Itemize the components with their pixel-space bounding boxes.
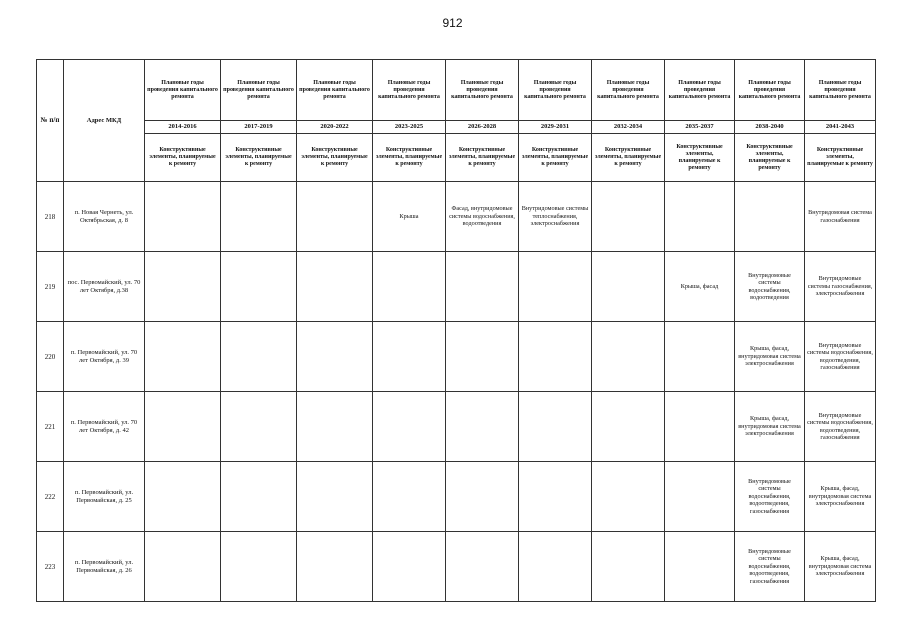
row-number: 221 — [37, 392, 64, 462]
repair-elements-cell — [735, 182, 805, 252]
period-elements-header-2032-2034: Конструктивные элементы, планируемые к ремонту — [592, 134, 665, 182]
period-years-2020-2022: 2020-2022 — [297, 121, 373, 134]
period-title-2017-2019: Плановые годы проведения капитального ремонта — [221, 60, 297, 121]
period-elements-header-2020-2022: Конструктивные элементы, планируемые к ремонту — [297, 134, 373, 182]
row-number: 220 — [37, 322, 64, 392]
period-title-2026-2028: Плановые годы проведения капитального ремонта — [446, 60, 519, 121]
period-elements-header-2035-2037: Конструктивные элементы, планируемые к ремонту — [665, 134, 735, 182]
repair-elements-cell — [221, 532, 297, 602]
repair-elements-cell: Крыша, фасад, внутридомовая система электроснабжения — [805, 532, 876, 602]
repair-elements-cell — [446, 322, 519, 392]
period-title-2014-2016: Плановые годы проведения капитального ремонта — [145, 60, 221, 121]
row-address: пос. Первомайский, ул. 70 лет Октября, д.38 — [64, 252, 145, 322]
repair-elements-cell: Крыша, фасад, внутридомовая система электроснабжения — [805, 462, 876, 532]
header-address: Адрес МКД — [64, 60, 145, 182]
table-row — [37, 532, 876, 602]
period-years-2023-2025: 2023-2025 — [373, 121, 446, 134]
table-row — [37, 252, 876, 322]
period-title-2032-2034: Плановые годы проведения капитального ремонта — [592, 60, 665, 121]
repair-elements-cell — [145, 462, 221, 532]
period-elements-header-2023-2025: Конструктивные элементы, планируемые к ремонту — [373, 134, 446, 182]
repair-elements-cell — [373, 322, 446, 392]
period-title-2023-2025: Плановые годы проведения капитального ремонта — [373, 60, 446, 121]
row-number: 222 — [37, 462, 64, 532]
repair-elements-cell — [297, 462, 373, 532]
header-num: № п/п — [37, 60, 64, 182]
period-years-2029-2031: 2029-2031 — [519, 121, 592, 134]
repair-elements-cell — [221, 462, 297, 532]
repair-elements-cell — [592, 462, 665, 532]
repair-elements-cell — [373, 252, 446, 322]
repair-elements-cell — [221, 322, 297, 392]
row-address: п. Новая Чернеть, ул. Октябрьская, д. 8 — [64, 182, 145, 252]
period-title-2041-2043: Плановые годы проведения капитального ремонта — [805, 60, 876, 121]
repair-elements-cell — [145, 252, 221, 322]
repair-elements-cell: Внутридомовые системы газоснабжения, электроснабжения — [805, 252, 876, 322]
repair-elements-cell — [665, 392, 735, 462]
repair-elements-cell — [297, 322, 373, 392]
period-years-2038-2040: 2038-2040 — [735, 121, 805, 134]
period-years-2026-2028: 2026-2028 — [446, 121, 519, 134]
repair-elements-cell: Внутридомовые системы водоснабжения, водоотведения, газоснабжения — [805, 392, 876, 462]
repair-elements-cell — [221, 392, 297, 462]
repair-elements-cell: Внутридомовые системы теплоснабжения, электроснабжения — [519, 182, 592, 252]
period-elements-header-2014-2016: Конструктивные элементы, планируемые к ремонту — [145, 134, 221, 182]
row-address: п. Первомайский, ул. 70 лет Октября, д. 42 — [64, 392, 145, 462]
period-title-2029-2031: Плановые годы проведения капитального ремонта — [519, 60, 592, 121]
repair-elements-cell: Внутридомовые системы водоснабжения, водоотведения, газоснабжения — [805, 322, 876, 392]
table-row — [37, 182, 876, 252]
period-years-2035-2037: 2035-2037 — [665, 121, 735, 134]
repair-elements-cell — [446, 532, 519, 602]
repair-elements-cell — [373, 532, 446, 602]
repair-elements-cell — [446, 252, 519, 322]
repair-elements-cell: Внутридомовая система газоснабжения — [805, 182, 876, 252]
row-number: 218 — [37, 182, 64, 252]
repair-elements-cell — [446, 462, 519, 532]
repair-elements-cell — [145, 322, 221, 392]
period-elements-header-2041-2043: Конструктивные элементы, планируемые к ремонту — [805, 134, 876, 182]
repair-elements-cell — [665, 182, 735, 252]
row-address: п. Первомайский, ул. 70 лет Октября, д. 39 — [64, 322, 145, 392]
repair-elements-cell — [297, 252, 373, 322]
repair-elements-cell — [297, 182, 373, 252]
repair-elements-cell — [221, 252, 297, 322]
table-row — [37, 462, 876, 532]
repair-elements-cell — [519, 532, 592, 602]
repair-elements-cell — [592, 252, 665, 322]
period-elements-header-2026-2028: Конструктивные элементы, планируемые к ремонту — [446, 134, 519, 182]
repair-schedule-table — [36, 59, 876, 602]
repair-elements-cell — [592, 182, 665, 252]
repair-elements-cell — [592, 532, 665, 602]
repair-elements-cell: Внутридомовые системы водоснабжения, водоотведения — [735, 252, 805, 322]
table-row — [37, 322, 876, 392]
period-title-2020-2022: Плановые годы проведения капитального ремонта — [297, 60, 373, 121]
repair-elements-cell — [519, 392, 592, 462]
repair-elements-cell: Внутридомовые системы водоснабжения, водоотведения, газоснабжения — [735, 532, 805, 602]
repair-elements-cell — [297, 392, 373, 462]
repair-elements-cell — [373, 462, 446, 532]
repair-elements-cell — [145, 392, 221, 462]
repair-elements-cell — [519, 462, 592, 532]
period-years-2041-2043: 2041-2043 — [805, 121, 876, 134]
row-number: 219 — [37, 252, 64, 322]
period-elements-header-2038-2040: Конструктивные элементы, планируемые к ремонту — [735, 134, 805, 182]
repair-elements-cell — [665, 532, 735, 602]
repair-elements-cell: Крыша, фасад — [665, 252, 735, 322]
row-address: п. Первомайский, ул. Первомайская, д. 25 — [64, 462, 145, 532]
page-number: 912 — [442, 16, 463, 30]
repair-elements-cell: Крыша, фасад, внутридомовая система электроснабжения — [735, 392, 805, 462]
period-title-2035-2037: Плановые годы проведения капитального ремонта — [665, 60, 735, 121]
row-number: 223 — [37, 532, 64, 602]
period-years-2017-2019: 2017-2019 — [221, 121, 297, 134]
period-years-2014-2016: 2014-2016 — [145, 121, 221, 134]
repair-elements-cell — [221, 182, 297, 252]
repair-elements-cell — [297, 532, 373, 602]
repair-elements-cell — [519, 322, 592, 392]
table-row — [37, 392, 876, 462]
period-years-2032-2034: 2032-2034 — [592, 121, 665, 134]
repair-elements-cell — [145, 182, 221, 252]
repair-elements-cell — [665, 462, 735, 532]
period-elements-header-2029-2031: Конструктивные элементы, планируемые к ремонту — [519, 134, 592, 182]
repair-elements-cell: Внутридомовые системы водоснабжения, водоотведения, газоснабжения — [735, 462, 805, 532]
period-elements-header-2017-2019: Конструктивные элементы, планируемые к ремонту — [221, 134, 297, 182]
repair-elements-cell: Фасад, внутридомовые системы водоснабжения, водоотведения — [446, 182, 519, 252]
repair-elements-cell: Крыша — [373, 182, 446, 252]
repair-elements-cell — [145, 532, 221, 602]
repair-elements-cell: Крыша, фасад, внутридомовая система электроснабжения — [735, 322, 805, 392]
repair-elements-cell — [519, 252, 592, 322]
repair-elements-cell — [446, 392, 519, 462]
repair-elements-cell — [592, 392, 665, 462]
period-title-2038-2040: Плановые годы проведения капитального ремонта — [735, 60, 805, 121]
repair-elements-cell — [373, 392, 446, 462]
repair-elements-cell — [665, 322, 735, 392]
repair-elements-cell — [592, 322, 665, 392]
row-address: п. Первомайский, ул. Первомайская, д. 26 — [64, 532, 145, 602]
